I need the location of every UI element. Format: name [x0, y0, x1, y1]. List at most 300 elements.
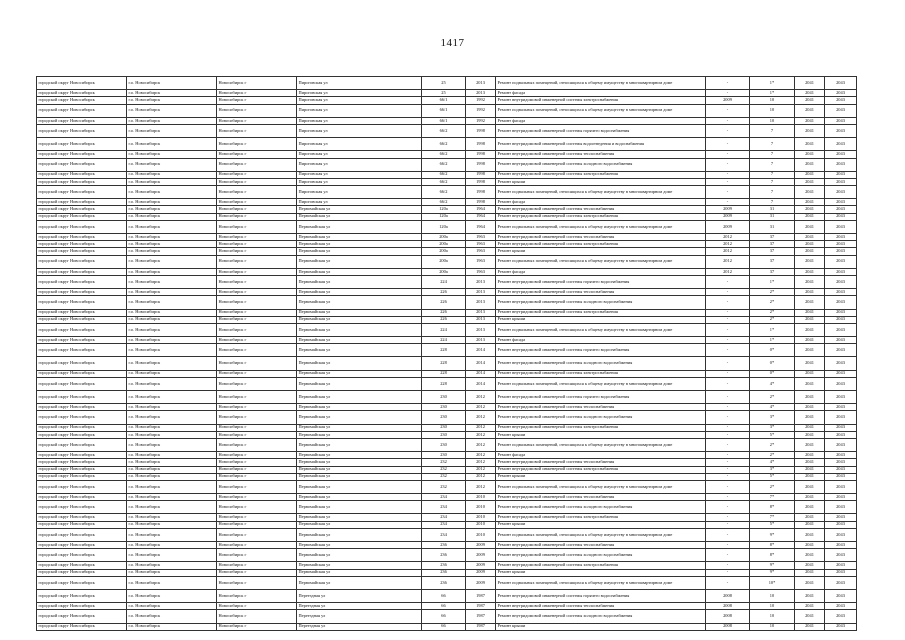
cell-plan_year: - [706, 473, 750, 480]
cell-district: городской округ Новосибирск [37, 562, 127, 569]
cell-to: 2043 [825, 199, 857, 206]
cell-from: 2041 [795, 316, 825, 323]
cell-city: Новосибирск г [217, 117, 297, 124]
cell-city: Новосибирск г [217, 344, 297, 357]
table-row [37, 501, 857, 514]
cell-district: городской округ Новосибирск [37, 480, 127, 493]
table-row [37, 391, 857, 404]
cell-from: 2041 [795, 411, 825, 424]
cell-house: 66 [422, 623, 466, 630]
cell-house: 226 [422, 296, 466, 309]
cell-settlement: г.о. Новосибирск [127, 77, 217, 90]
cell-from: 2041 [795, 241, 825, 248]
cell-period: 3* [750, 424, 795, 431]
cell-plan_year: - [706, 452, 750, 459]
cell-district: городской округ Новосибирск [37, 268, 127, 275]
cell-period: 2* [750, 309, 795, 316]
cell-period: 4* [750, 459, 795, 466]
table-row [37, 124, 857, 137]
cell-year: 2013 [466, 316, 496, 323]
cell-to: 2043 [825, 234, 857, 241]
cell-settlement: г.о. Новосибирск [127, 459, 217, 466]
cell-street: Первомайская ул [297, 473, 422, 480]
cell-from: 2041 [795, 424, 825, 431]
cell-street: Пироговская ул [297, 124, 422, 137]
cell-to: 2043 [825, 275, 857, 288]
cell-plan_year: - [706, 494, 750, 501]
table-row [37, 186, 857, 199]
cell-plan_year: - [706, 391, 750, 404]
cell-year: 2012 [466, 438, 496, 451]
cell-from: 2041 [795, 296, 825, 309]
cell-plan_year: - [706, 138, 750, 151]
cell-plan_year: - [706, 424, 750, 431]
cell-year: 2012 [466, 466, 496, 473]
cell-district: городской округ Новосибирск [37, 309, 127, 316]
cell-house: 224 [422, 275, 466, 288]
cell-from: 2041 [795, 220, 825, 233]
cell-city: Новосибирск г [217, 391, 297, 404]
cell-period: 1* [750, 337, 795, 344]
cell-house: 230 [422, 404, 466, 411]
cell-house: 200а [422, 234, 466, 241]
cell-to: 2043 [825, 90, 857, 97]
cell-to: 2043 [825, 466, 857, 473]
table-row [37, 255, 857, 268]
cell-district: городской округ Новосибирск [37, 344, 127, 357]
cell-to: 2043 [825, 151, 857, 158]
cell-year: 1998 [466, 158, 496, 171]
cell-to: 2043 [825, 117, 857, 124]
table-row [37, 610, 857, 623]
cell-year: 1963 [466, 241, 496, 248]
cell-work: Ремонт подвальных помещений, относящихся к общему имуществу в многоквартирном доме [496, 438, 706, 451]
cell-year: 1963 [466, 268, 496, 275]
cell-city: Новосибирск г [217, 171, 297, 178]
cell-work: Ремонт внутридомовой инженерной системы холодного водоснабжения [496, 610, 706, 623]
cell-street: Пироговская ул [297, 178, 422, 185]
cell-settlement: г.о. Новосибирск [127, 158, 217, 171]
cell-city: Новосибирск г [217, 576, 297, 589]
cell-to: 2043 [825, 77, 857, 90]
cell-from: 2041 [795, 473, 825, 480]
cell-year: 1987 [466, 589, 496, 602]
cell-district: городской округ Новосибирск [37, 377, 127, 390]
table-row [37, 117, 857, 124]
cell-city: Новосибирск г [217, 528, 297, 541]
cell-to: 2043 [825, 452, 857, 459]
cell-from: 2041 [795, 97, 825, 104]
cell-district: городской округ Новосибирск [37, 623, 127, 630]
cell-year: 2010 [466, 501, 496, 514]
table-row [37, 151, 857, 158]
cell-street: Пироговская ул [297, 90, 422, 97]
cell-plan_year: 2008 [706, 623, 750, 630]
cell-house: 224 [422, 323, 466, 336]
cell-street: Пироговская ул [297, 138, 422, 151]
cell-from: 2041 [795, 377, 825, 390]
cell-city: Новосибирск г [217, 357, 297, 370]
cell-plan_year: 2008 [706, 603, 750, 610]
cell-settlement: г.о. Новосибирск [127, 90, 217, 97]
table-row [37, 138, 857, 151]
cell-to: 2043 [825, 296, 857, 309]
table-row [37, 90, 857, 97]
cell-street: Первомайская ул [297, 431, 422, 438]
cell-street: Пироговская ул [297, 186, 422, 199]
cell-city: Новосибирск г [217, 275, 297, 288]
cell-work: Ремонт крыши [496, 178, 706, 185]
cell-city: Новосибирск г [217, 158, 297, 171]
cell-period: 8* [750, 501, 795, 514]
cell-plan_year: - [706, 480, 750, 493]
cell-district: городской округ Новосибирск [37, 90, 127, 97]
cell-district: городской округ Новосибирск [37, 199, 127, 206]
cell-year: 2012 [466, 391, 496, 404]
cell-work: Ремонт внутридомовой инженерной системы электроснабжения [496, 514, 706, 521]
cell-house: 236 [422, 562, 466, 569]
cell-to: 2043 [825, 241, 857, 248]
cell-year: 1998 [466, 199, 496, 206]
cell-plan_year: - [706, 90, 750, 97]
cell-house: 200а [422, 268, 466, 275]
cell-house: 66/2 [422, 186, 466, 199]
cell-period: 31 [750, 206, 795, 213]
cell-from: 2041 [795, 117, 825, 124]
cell-to: 2043 [825, 391, 857, 404]
cell-to: 2043 [825, 514, 857, 521]
cell-street: Первомайская ул [297, 377, 422, 390]
cell-house: 232 [422, 459, 466, 466]
cell-district: городской округ Новосибирск [37, 296, 127, 309]
cell-plan_year: 2009 [706, 206, 750, 213]
cell-from: 2041 [795, 404, 825, 411]
cell-house: 230 [422, 411, 466, 424]
cell-city: Новосибирск г [217, 452, 297, 459]
cell-street: Переездная ул [297, 589, 422, 602]
cell-period: 5* [750, 521, 795, 528]
cell-plan_year: - [706, 186, 750, 199]
cell-work: Ремонт подвальных помещений, относящихся к общему имуществу в многоквартирном доме [496, 576, 706, 589]
cell-from: 2041 [795, 337, 825, 344]
cell-period: 1* [750, 275, 795, 288]
cell-to: 2043 [825, 316, 857, 323]
cell-settlement: г.о. Новосибирск [127, 370, 217, 377]
cell-city: Новосибирск г [217, 97, 297, 104]
cell-to: 2043 [825, 528, 857, 541]
cell-house: 66/1 [422, 117, 466, 124]
cell-year: 1987 [466, 610, 496, 623]
cell-plan_year: 2009 [706, 220, 750, 233]
cell-district: городской округ Новосибирск [37, 452, 127, 459]
cell-street: Первомайская ул [297, 220, 422, 233]
cell-settlement: г.о. Новосибирск [127, 289, 217, 296]
cell-period: 7 [750, 124, 795, 137]
cell-from: 2041 [795, 77, 825, 90]
cell-settlement: г.о. Новосибирск [127, 316, 217, 323]
cell-work: Ремонт внутридомовой инженерной системы холодного водоснабжения [496, 357, 706, 370]
cell-period: 7 [750, 171, 795, 178]
cell-city: Новосибирск г [217, 542, 297, 549]
cell-period: 10* [750, 576, 795, 589]
cell-street: Первомайская ул [297, 234, 422, 241]
cell-to: 2043 [825, 138, 857, 151]
table-row [37, 411, 857, 424]
cell-house: 234 [422, 494, 466, 501]
cell-to: 2043 [825, 97, 857, 104]
cell-year: 2014 [466, 357, 496, 370]
cell-street: Первомайская ул [297, 391, 422, 404]
cell-work: Ремонт внутридомовой инженерной системы теплоснабжения [496, 494, 706, 501]
cell-street: Пироговская ул [297, 97, 422, 104]
cell-work: Ремонт внутридомовой инженерной системы горячего водоснабжения [496, 589, 706, 602]
table-row [37, 220, 857, 233]
cell-settlement: г.о. Новосибирск [127, 473, 217, 480]
cell-period: 10 [750, 589, 795, 602]
cell-plan_year: - [706, 576, 750, 589]
cell-from: 2041 [795, 438, 825, 451]
cell-year: 2012 [466, 480, 496, 493]
cell-plan_year: - [706, 438, 750, 451]
cell-city: Новосибирск г [217, 234, 297, 241]
cell-year: 1963 [466, 234, 496, 241]
table-row [37, 275, 857, 288]
register-body [37, 77, 857, 631]
cell-year: 2012 [466, 431, 496, 438]
cell-period: 3* [750, 466, 795, 473]
cell-city: Новосибирск г [217, 316, 297, 323]
cell-street: Пироговская ул [297, 171, 422, 178]
cell-year: 2012 [466, 424, 496, 431]
cell-city: Новосибирск г [217, 377, 297, 390]
cell-city: Новосибирск г [217, 77, 297, 90]
cell-district: городской округ Новосибирск [37, 97, 127, 104]
cell-from: 2041 [795, 391, 825, 404]
cell-street: Первомайская ул [297, 411, 422, 424]
cell-street: Первомайская ул [297, 459, 422, 466]
cell-settlement: г.о. Новосибирск [127, 424, 217, 431]
cell-street: Первомайская ул [297, 344, 422, 357]
cell-city: Новосибирск г [217, 569, 297, 576]
cell-to: 2043 [825, 370, 857, 377]
cell-to: 2043 [825, 623, 857, 630]
cell-work: Ремонт внутридомовой инженерной системы холодного водоснабжения [496, 158, 706, 171]
table-row [37, 357, 857, 370]
cell-from: 2041 [795, 309, 825, 316]
cell-house: 232 [422, 466, 466, 473]
cell-year: 2009 [466, 562, 496, 569]
cell-year: 2014 [466, 344, 496, 357]
cell-settlement: г.о. Новосибирск [127, 438, 217, 451]
cell-city: Новосибирск г [217, 494, 297, 501]
cell-city: Новосибирск г [217, 501, 297, 514]
cell-district: городской округ Новосибирск [37, 424, 127, 431]
cell-city: Новосибирск г [217, 514, 297, 521]
table-row [37, 459, 857, 466]
cell-to: 2043 [825, 549, 857, 562]
cell-to: 2043 [825, 473, 857, 480]
cell-work: Ремонт внутридомовой инженерной системы теплоснабжения [496, 151, 706, 158]
table-row [37, 431, 857, 438]
cell-period: 10 [750, 117, 795, 124]
cell-to: 2043 [825, 424, 857, 431]
cell-from: 2041 [795, 610, 825, 623]
cell-street: Первомайская ул [297, 569, 422, 576]
cell-period: 37 [750, 241, 795, 248]
cell-work: Ремонт крыши [496, 569, 706, 576]
cell-street: Первомайская ул [297, 542, 422, 549]
cell-house: 66/2 [422, 124, 466, 137]
cell-street: Первомайская ул [297, 452, 422, 459]
cell-from: 2041 [795, 234, 825, 241]
cell-house: 236 [422, 549, 466, 562]
cell-city: Новосибирск г [217, 206, 297, 213]
table-row [37, 494, 857, 501]
cell-house: 234 [422, 514, 466, 521]
cell-settlement: г.о. Новосибирск [127, 576, 217, 589]
cell-from: 2041 [795, 576, 825, 589]
cell-plan_year: - [706, 199, 750, 206]
cell-settlement: г.о. Новосибирск [127, 344, 217, 357]
cell-street: Первомайская ул [297, 501, 422, 514]
table-row [37, 424, 857, 431]
cell-period: 2* [750, 391, 795, 404]
cell-city: Новосибирск г [217, 623, 297, 630]
cell-house: 230 [422, 452, 466, 459]
cell-city: Новосибирск г [217, 151, 297, 158]
cell-period: 7* [750, 514, 795, 521]
cell-district: городской округ Новосибирск [37, 213, 127, 220]
cell-plan_year: - [706, 459, 750, 466]
cell-house: 226 [422, 316, 466, 323]
cell-year: 1998 [466, 138, 496, 151]
cell-period: 7* [750, 494, 795, 501]
cell-street: Первомайская ул [297, 268, 422, 275]
cell-city: Новосибирск г [217, 255, 297, 268]
cell-district: городской округ Новосибирск [37, 138, 127, 151]
cell-period: 2* [750, 296, 795, 309]
cell-period: 0* [750, 344, 795, 357]
table-row [37, 241, 857, 248]
cell-from: 2041 [795, 323, 825, 336]
cell-to: 2043 [825, 255, 857, 268]
cell-work: Ремонт внутридомовой инженерной системы электроснабжения [496, 171, 706, 178]
cell-district: городской округ Новосибирск [37, 234, 127, 241]
cell-city: Новосибирск г [217, 138, 297, 151]
cell-city: Новосибирск г [217, 90, 297, 97]
cell-period: 37 [750, 234, 795, 241]
cell-year: 2010 [466, 514, 496, 521]
cell-street: Пироговская ул [297, 199, 422, 206]
cell-city: Новосибирск г [217, 104, 297, 117]
cell-plan_year: - [706, 77, 750, 90]
cell-year: 2009 [466, 549, 496, 562]
cell-from: 2041 [795, 248, 825, 255]
cell-district: городской округ Новосибирск [37, 411, 127, 424]
cell-period: 0* [750, 370, 795, 377]
cell-year: 2014 [466, 370, 496, 377]
cell-settlement: г.о. Новосибирск [127, 268, 217, 275]
cell-year: 2013 [466, 296, 496, 309]
cell-house: 230 [422, 431, 466, 438]
cell-house: 66/2 [422, 171, 466, 178]
cell-work: Ремонт внутридомовой инженерной системы холодного водоснабжения [496, 411, 706, 424]
cell-city: Новосибирск г [217, 370, 297, 377]
table-row [37, 234, 857, 241]
table-row [37, 514, 857, 521]
cell-district: городской округ Новосибирск [37, 323, 127, 336]
cell-house: 232 [422, 480, 466, 493]
cell-city: Новосибирск г [217, 466, 297, 473]
cell-street: Первомайская ул [297, 248, 422, 255]
cell-settlement: г.о. Новосибирск [127, 431, 217, 438]
cell-district: городской округ Новосибирск [37, 275, 127, 288]
cell-district: городской округ Новосибирск [37, 151, 127, 158]
table-row [37, 199, 857, 206]
cell-year: 1963 [466, 248, 496, 255]
cell-work: Ремонт внутридомовой инженерной системы теплоснабжения [496, 206, 706, 213]
cell-city: Новосибирск г [217, 337, 297, 344]
cell-house: 228 [422, 370, 466, 377]
cell-street: Первомайская ул [297, 357, 422, 370]
cell-street: Пироговская ул [297, 158, 422, 171]
cell-plan_year: 2012 [706, 234, 750, 241]
cell-settlement: г.о. Новосибирск [127, 623, 217, 630]
cell-house: 228 [422, 344, 466, 357]
cell-settlement: г.о. Новосибирск [127, 241, 217, 248]
cell-house: 66 [422, 589, 466, 602]
cell-from: 2041 [795, 431, 825, 438]
cell-house: 236 [422, 576, 466, 589]
cell-settlement: г.о. Новосибирск [127, 117, 217, 124]
cell-from: 2041 [795, 370, 825, 377]
cell-year: 1998 [466, 186, 496, 199]
cell-city: Новосибирск г [217, 241, 297, 248]
cell-to: 2043 [825, 610, 857, 623]
cell-work: Ремонт подвальных помещений, относящихся к общему имуществу в многоквартирном доме [496, 255, 706, 268]
cell-work: Ремонт внутридомовой инженерной системы холодного водоснабжения [496, 549, 706, 562]
cell-period: 7 [750, 178, 795, 185]
cell-city: Новосибирск г [217, 220, 297, 233]
cell-city: Новосибирск г [217, 213, 297, 220]
cell-settlement: г.о. Новосибирск [127, 494, 217, 501]
cell-house: 230 [422, 424, 466, 431]
cell-settlement: г.о. Новосибирск [127, 151, 217, 158]
cell-work: Ремонт фасада [496, 117, 706, 124]
cell-house: 120а [422, 213, 466, 220]
cell-district: городской округ Новосибирск [37, 248, 127, 255]
cell-from: 2041 [795, 90, 825, 97]
cell-from: 2041 [795, 268, 825, 275]
table-row [37, 158, 857, 171]
table-row [37, 589, 857, 602]
cell-year: 2013 [466, 323, 496, 336]
cell-period: 37 [750, 248, 795, 255]
cell-street: Первомайская ул [297, 466, 422, 473]
cell-district: городской округ Новосибирск [37, 466, 127, 473]
cell-plan_year: 2012 [706, 248, 750, 255]
cell-plan_year: - [706, 117, 750, 124]
cell-house: 226 [422, 309, 466, 316]
table-row [37, 344, 857, 357]
cell-to: 2043 [825, 248, 857, 255]
cell-year: 2013 [466, 77, 496, 90]
cell-from: 2041 [795, 344, 825, 357]
cell-period: 8* [750, 542, 795, 549]
cell-settlement: г.о. Новосибирск [127, 124, 217, 137]
cell-period: 10 [750, 97, 795, 104]
cell-plan_year: - [706, 501, 750, 514]
